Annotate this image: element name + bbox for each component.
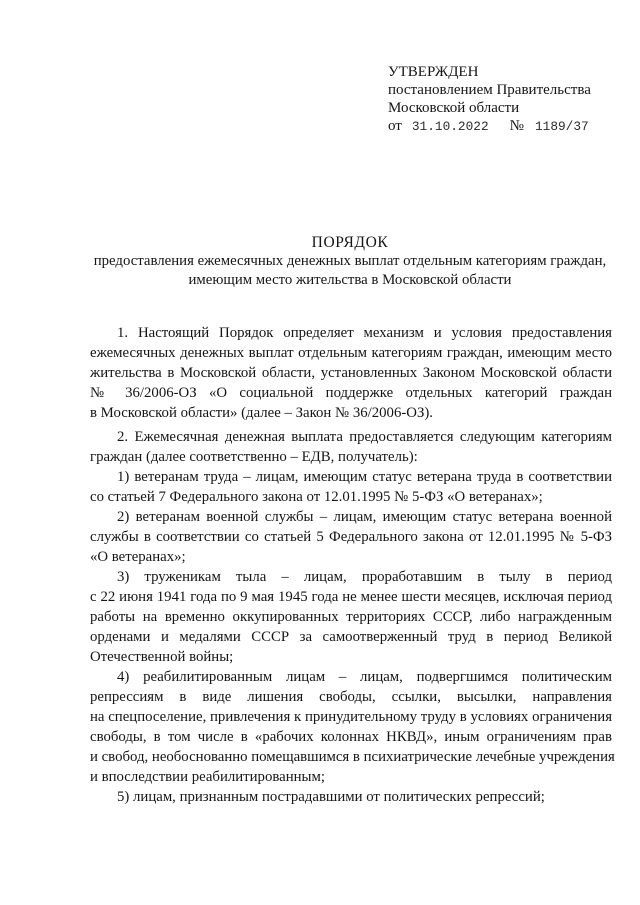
subclause-4 [90,667,615,787]
subclause-3 [90,567,612,667]
date-prefix: от [388,118,402,134]
text-line: свободы, в том числе в «рабочих колоннах НКВД», иным ограничениям прав [90,729,612,745]
text-line: «О ветеранах»; [90,549,186,565]
approval-date-number [388,117,591,136]
text-line: на спецпоселение, привлечения к принудительному труду в условиях ограничения [90,709,612,725]
subclause-2 [90,507,612,567]
text-line: со статьей 7 Федерального закона от 12.01.1995 № 5-ФЗ «О ветеранах»; [90,489,543,505]
approval-title: УТВЕРЖДЕН [388,64,479,80]
document-heading [60,233,640,290]
text-line: и впоследствии реабилитированным; [90,769,325,785]
text-line: с 22 июня 1941 года по 9 мая 1945 года не менее шести месяцев, исключая период [90,589,612,605]
text-line: 2. Ежемесячная денежная выплата предоставляется следующим категориям [117,429,612,445]
text-line: граждан (далее соответственно – ЕДВ, получатель): [90,449,418,465]
subclause-5 [90,787,612,807]
text-line: работы на временно оккупированных территориях СССР, либо награжденным [90,609,612,625]
document-body [90,323,615,807]
text-line: репрессиям в виде лишения свободы, ссылки, высылки, направления [90,689,612,705]
text-line: 5) лицам, признанным пострадавшими от политических репрессий; [117,789,545,805]
subclause-1 [90,467,612,507]
approval-stamp [388,63,591,136]
text-line: службы в соответствии со статьей 5 Федерального закона от 12.01.1995 № 5-ФЗ [90,529,612,545]
approval-date: 31.10.2022 [411,119,489,134]
text-line: № 36/2006-ОЗ «О социальной поддержке отдельных категорий граждан [90,385,612,401]
text-line: и свобод, необоснованно помещавшимся в психиатрические лечебные учреждения [90,749,615,765]
document-subtitle-line: имеющим место жительства в Московской области [188,272,512,288]
text-line: 1. Настоящий Порядок определяет механизм и условия предоставления [117,325,612,341]
document-subtitle-line: предоставления ежемесячных денежных выплат отдельным категориям граждан, [93,253,607,269]
text-line: орденами и медалями СССР за самоотверженный труд в период Великой [90,629,612,645]
text-line: 2) ветеранам военной службы – лицам, имеющим статус ветерана военной [117,509,612,525]
text-line: 1) ветеранам труда – лицам, имеющим статус ветерана труда в соответствии [117,469,612,485]
text-line: ежемесячных денежных выплат отдельным категориям граждан, имеющим место [90,345,612,361]
approval-line-2: Московской области [388,100,520,116]
approval-number: 1189/37 [534,119,589,134]
text-line: жительства в Московской области, установленных Законом Московской области [90,365,612,381]
document-title: ПОРЯДОК [311,234,389,251]
clause-2 [90,427,612,467]
text-line: Отечественной войны; [90,649,234,665]
text-line: 4) реабилитированным лицам – лицам, подвергшимся политическим [117,669,612,685]
text-line: в Московской области» (далее – Закон № 36/2006-ОЗ). [90,405,434,421]
approval-line-1: постановлением Правительства [388,82,591,98]
clause-1 [90,323,612,423]
text-line: 3) труженикам тыла – лицам, проработавшим в тылу в период [117,569,612,585]
number-sign: № [509,118,524,134]
